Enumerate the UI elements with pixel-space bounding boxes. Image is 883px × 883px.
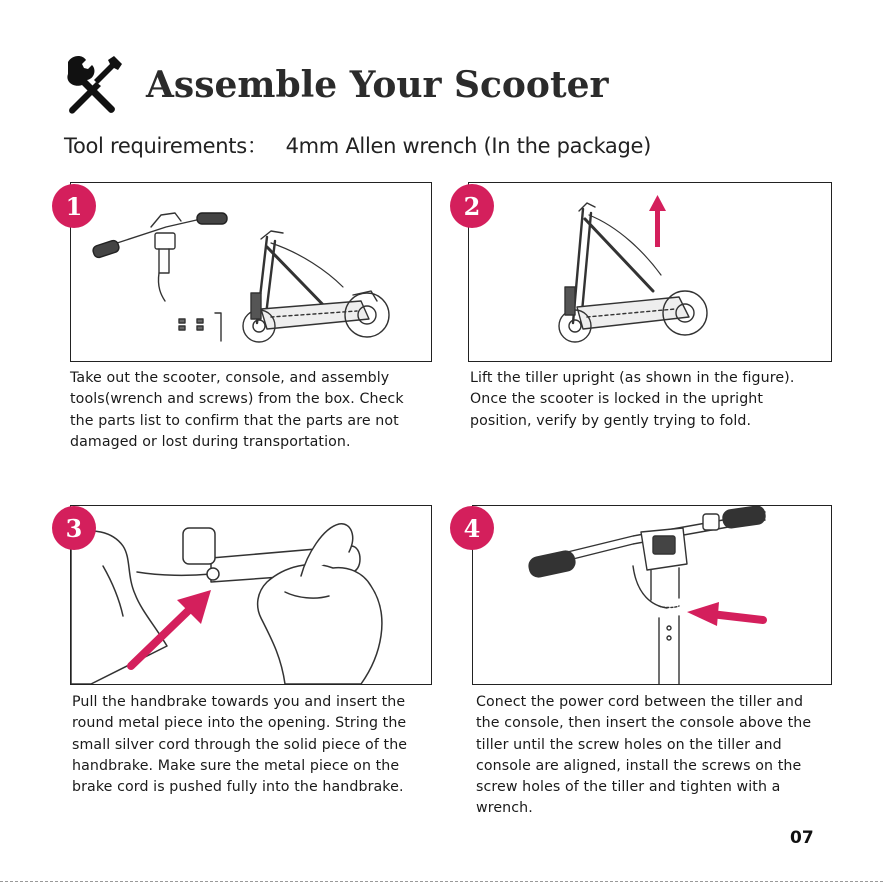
step-4-illustration xyxy=(472,505,832,685)
tool-label: Tool requirements： xyxy=(64,134,268,158)
scooter-upright-drawing xyxy=(469,183,831,361)
step-3-line: handbrake. Make sure the metal piece on the xyxy=(72,757,400,774)
step-2-line: Once the scooter is locked in the upright xyxy=(470,391,764,408)
step-badge-3: 3 xyxy=(52,506,96,550)
step-2-line: position, verify by gently trying to fold. xyxy=(470,412,752,429)
step-1-line: Take out the scooter, console, and assembly xyxy=(70,370,390,386)
lift-arrow-icon xyxy=(649,195,666,247)
console-tiller-drawing xyxy=(473,506,831,684)
page-title: Assemble Your Scooter xyxy=(146,64,609,106)
step-badge-4: 4 xyxy=(450,506,494,550)
step-4-line: Conect the power cord between the tiller and xyxy=(476,694,804,710)
step-3-line: small silver cord through the solid piece of the xyxy=(72,736,408,753)
step-4-line: console are aligned, install the screws on the xyxy=(476,757,802,774)
insert-arrow-icon xyxy=(687,602,763,626)
step-4-description xyxy=(476,692,846,820)
wrench-screwdriver-icon xyxy=(62,52,126,116)
handbrake-hands-drawing xyxy=(71,506,431,684)
step-1-illustration xyxy=(70,182,432,362)
step-3-description xyxy=(72,692,452,798)
step-2-line: Lift the tiller upright (as shown in the figure). xyxy=(470,370,795,386)
step-3-line: round metal piece into the opening. String the xyxy=(72,715,407,732)
step-4-line: wrench. xyxy=(476,800,533,817)
tool-requirements xyxy=(64,130,651,160)
step-2-description xyxy=(470,368,840,432)
step-2-illustration xyxy=(468,182,832,362)
step-3-line: brake cord is pushed fully into the handbrake. xyxy=(72,779,404,796)
title-icon-wrap xyxy=(62,52,126,116)
scooter-unfolded-drawing xyxy=(71,183,431,361)
step-badge-1: 1 xyxy=(52,184,96,228)
step-1-description xyxy=(70,368,450,453)
step-badge-2: 2 xyxy=(450,184,494,228)
step-4-line: the console, then insert the console above the xyxy=(476,715,812,732)
step-1-line: damaged or lost during transportation. xyxy=(70,433,351,450)
step-1-line: the parts list to confirm that the parts are not xyxy=(70,412,399,429)
page-number: 07 xyxy=(790,828,814,848)
tool-value: 4mm Allen wrench (In the package) xyxy=(285,134,652,158)
step-3-line: Pull the handbrake towards you and insert the xyxy=(72,694,406,710)
bottom-dashed-rule xyxy=(0,881,883,882)
step-4-line: tiller until the screw holes on the tiller and xyxy=(476,736,782,753)
step-1-line: tools(wrench and screws) from the box. Check xyxy=(70,391,404,408)
step-3-illustration xyxy=(70,505,432,685)
step-4-line: screw holes of the tiller and tighten with a xyxy=(476,779,781,796)
